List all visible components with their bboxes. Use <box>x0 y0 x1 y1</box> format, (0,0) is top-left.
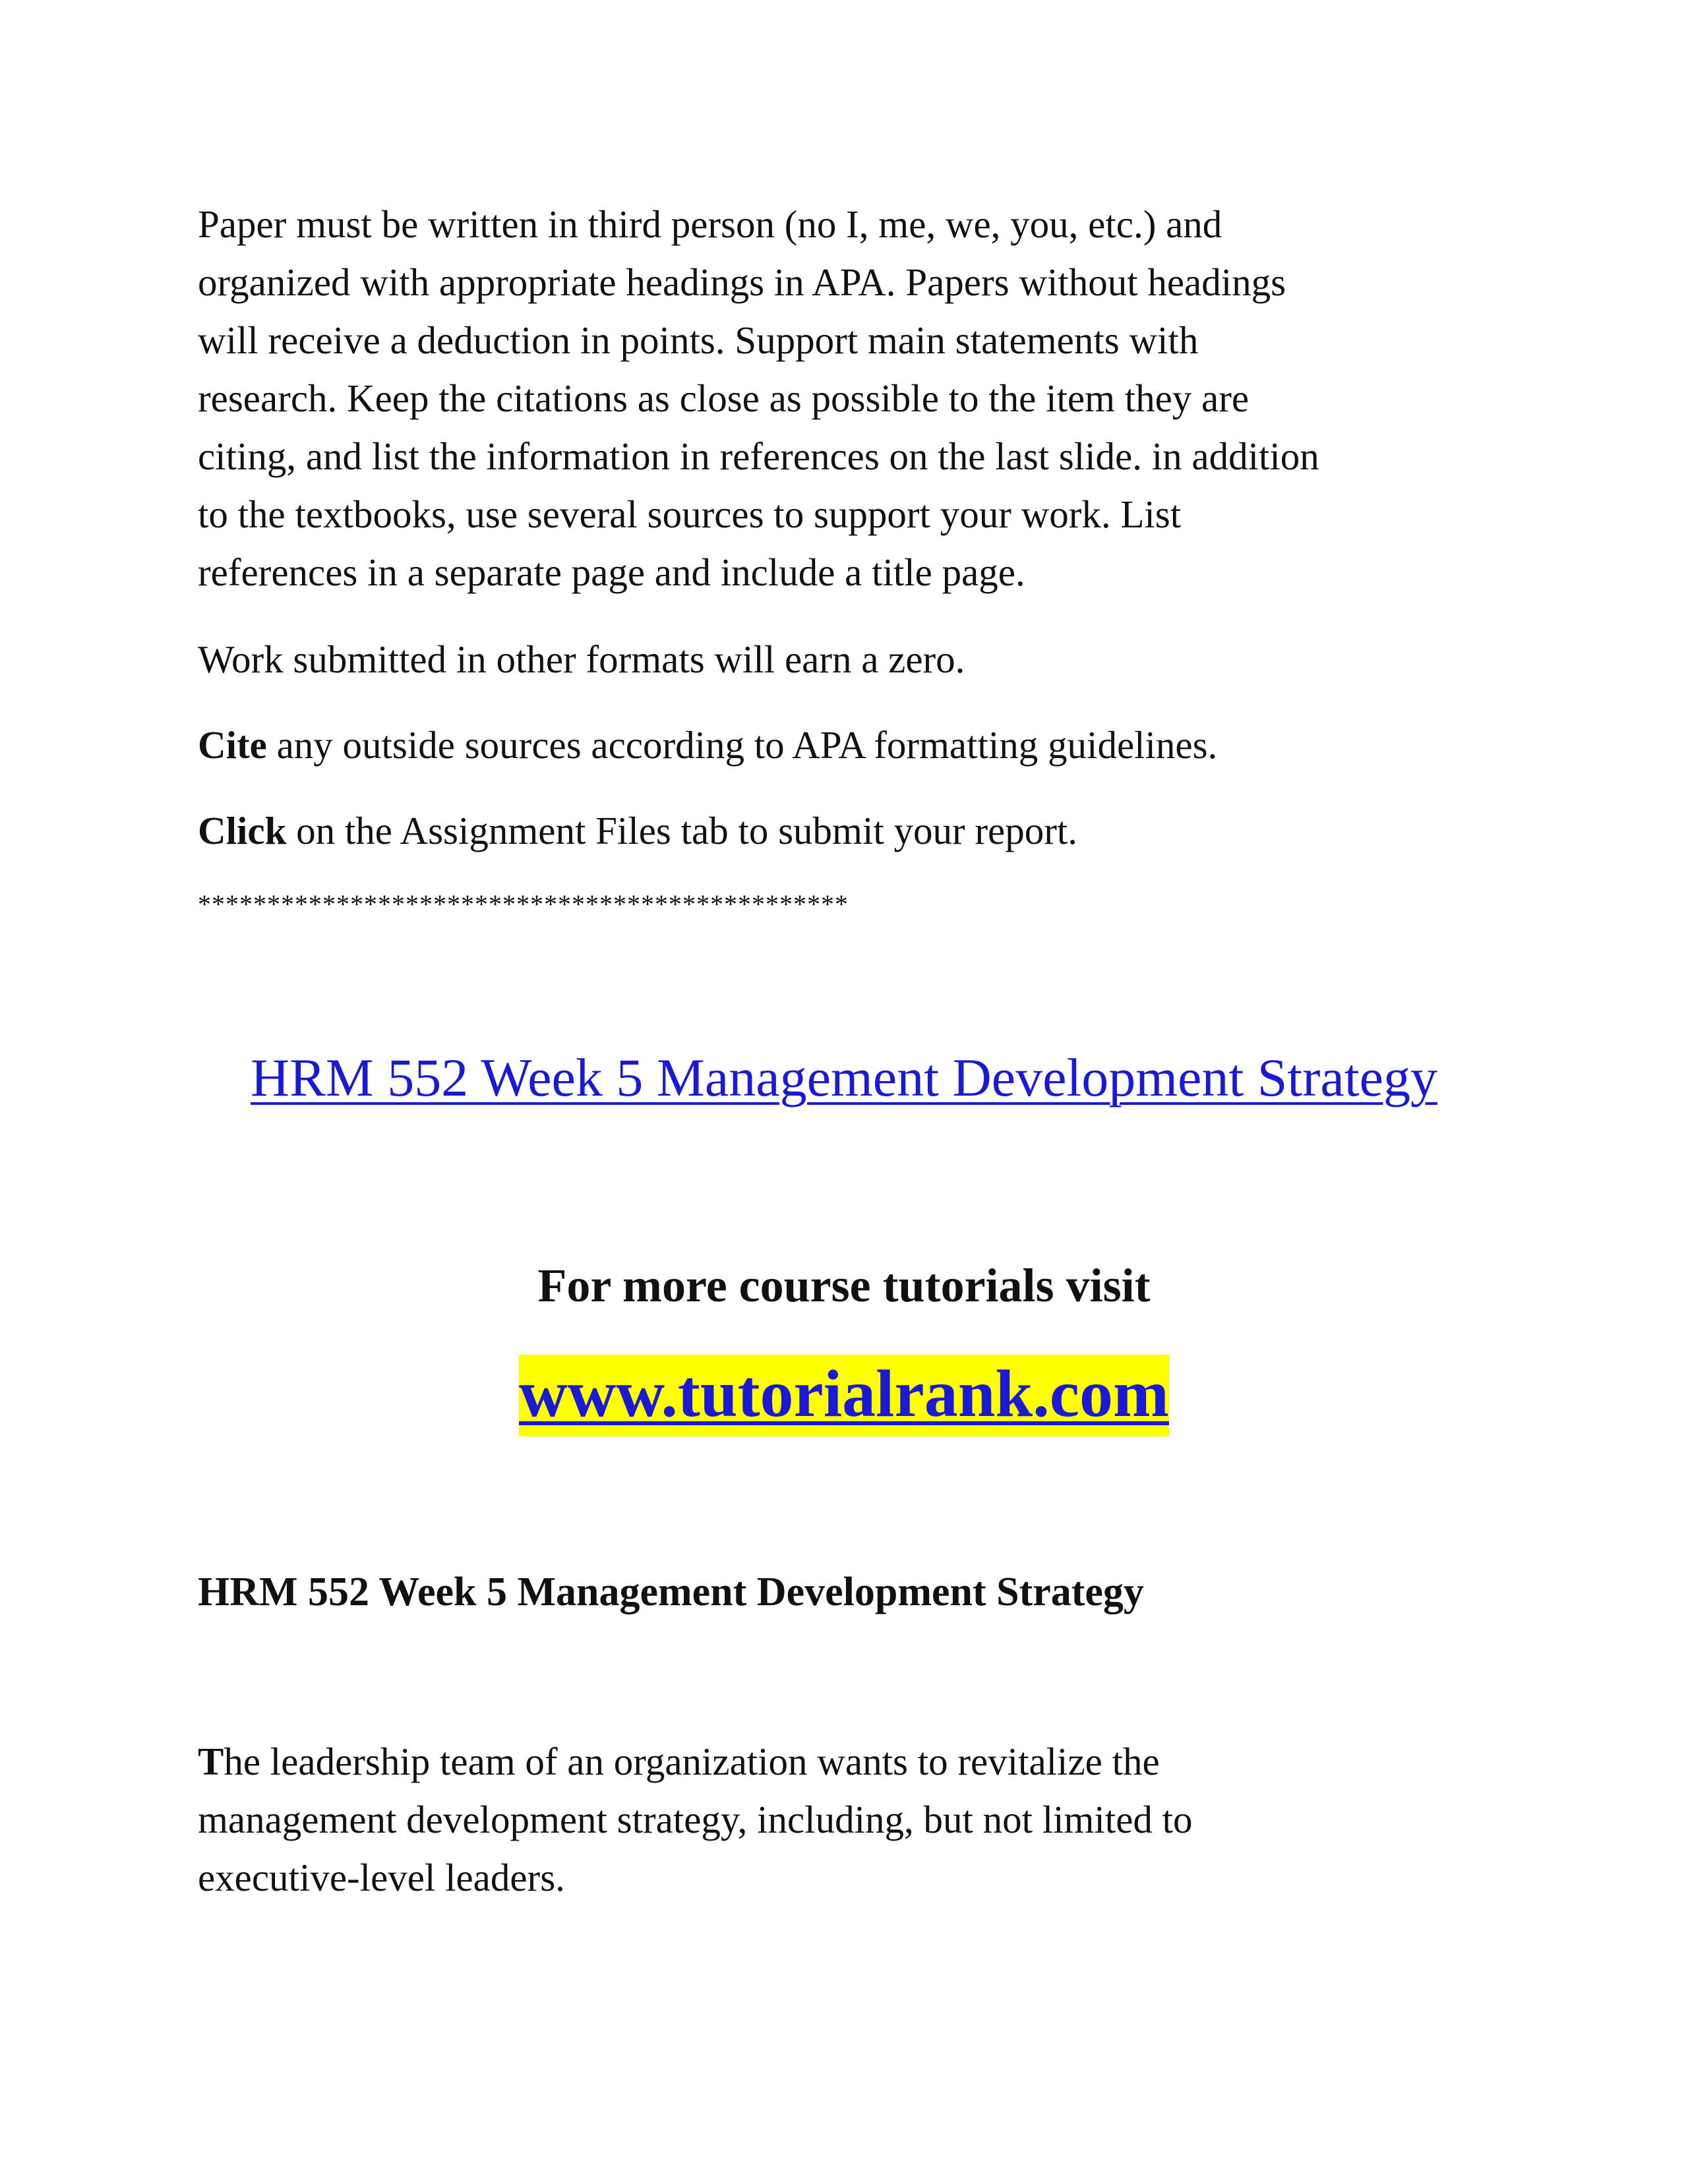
separator-asterisks: *********************************************** <box>198 889 849 919</box>
intro-paragraph <box>198 195 1510 601</box>
formats-line: Work submitted in other formats will earn a zero. <box>198 637 965 681</box>
leadership-paragraph <box>198 1732 1510 1906</box>
leadership-first-letter: T <box>198 1740 224 1783</box>
leadership-line: executive-level leaders. <box>198 1856 565 1899</box>
cite-bold-word: Cite <box>198 723 267 767</box>
click-line <box>198 802 1510 860</box>
title-link[interactable]: HRM 552 Week 5 Management Development Strategy <box>250 1048 1438 1107</box>
site-link[interactable]: www.tutorialrank.com <box>519 1355 1169 1436</box>
intro-line: citing, and list the information in references on the last slide. in addition <box>198 434 1319 478</box>
intro-line: Paper must be written in third person (no I, me, we, you, etc.) and <box>198 202 1222 246</box>
cite-line-text: any outside sources according to APA formatting guidelines. <box>266 723 1218 767</box>
cite-line <box>198 716 1510 774</box>
click-line-text: on the Assignment Files tab to submit your report. <box>286 809 1077 852</box>
intro-line: references in a separate page and include a title page. <box>198 550 1025 594</box>
leadership-line-text: he leadership team of an organization wants to revitalize the <box>224 1740 1160 1783</box>
title-link-row <box>0 1042 1688 1114</box>
intro-line: to the textbooks, use several sources to support your work. List <box>198 492 1182 536</box>
click-bold-word: Click <box>198 809 287 852</box>
leadership-line: management development strategy, including, but not limited to <box>198 1798 1193 1841</box>
intro-line: organized with appropriate headings in APA. Papers without headings <box>198 260 1286 304</box>
intro-line: research. Keep the citations as close as possible to the item they are <box>198 376 1250 420</box>
section-heading: HRM 552 Week 5 Management Development Strategy <box>198 1570 1144 1614</box>
site-link-row <box>0 1355 1688 1436</box>
promo-text: For more course tutorials visit <box>537 1259 1151 1312</box>
intro-line: will receive a deduction in points. Support main statements with <box>198 318 1199 362</box>
leadership-line <box>198 1732 1510 1790</box>
